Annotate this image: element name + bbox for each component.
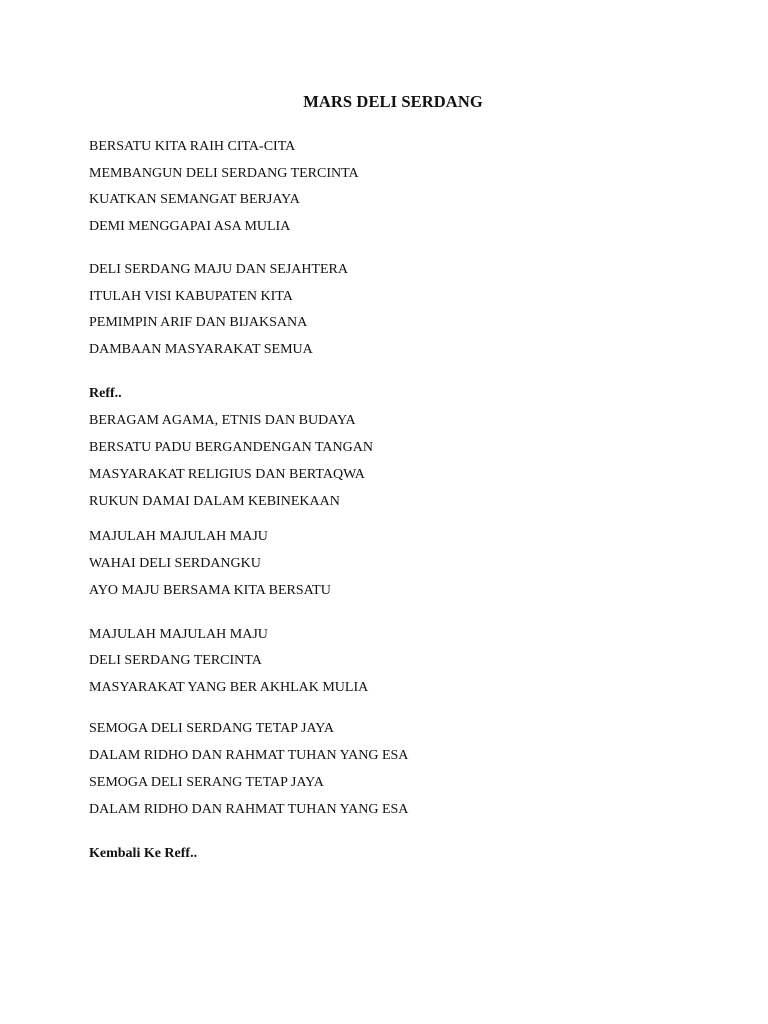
lyric-line: DEMI MENGGAPAI ASA MULIA <box>89 219 291 234</box>
lyric-line: RUKUN DAMAI DALAM KEBINEKAAN <box>89 494 340 509</box>
lyric-line: AYO MAJU BERSAMA KITA BERSATU <box>89 583 331 598</box>
lyric-line: KUATKAN SEMANGAT BERJAYA <box>89 192 300 207</box>
lyric-line: MASYARAKAT RELIGIUS DAN BERTAQWA <box>89 467 365 482</box>
lyric-line: BERAGAM AGAMA, ETNIS DAN BUDAYA <box>89 413 356 428</box>
lyric-line: BERSATU PADU BERGANDENGAN TANGAN <box>89 440 373 455</box>
lyric-line: SEMOGA DELI SERANG TETAP JAYA <box>89 775 324 790</box>
reff-label: Reff.. <box>89 386 122 401</box>
lyric-line: DAMBAAN MASYARAKAT SEMUA <box>89 342 313 357</box>
lyric-line: ITULAH VISI KABUPATEN KITA <box>89 289 293 304</box>
lyric-line: MAJULAH MAJULAH MAJU <box>89 529 268 544</box>
song-title: MARS DELI SERDANG <box>303 92 483 111</box>
lyric-line: DALAM RIDHO DAN RAHMAT TUHAN YANG ESA <box>89 802 409 817</box>
lyric-line: BERSATU KITA RAIH CITA-CITA <box>89 139 296 154</box>
lyric-line: WAHAI DELI SERDANGKU <box>89 556 261 571</box>
lyric-line: SEMOGA DELI SERDANG TETAP JAYA <box>89 721 334 736</box>
lyric-line: MEMBANGUN DELI SERDANG TERCINTA <box>89 166 359 181</box>
lyric-line: MASYARAKAT YANG BER AKHLAK MULIA <box>89 680 369 695</box>
lyric-line: PEMIMPIN ARIF DAN BIJAKSANA <box>89 315 308 330</box>
lyric-line: DALAM RIDHO DAN RAHMAT TUHAN YANG ESA <box>89 748 409 763</box>
lyric-line: MAJULAH MAJULAH MAJU <box>89 627 268 642</box>
return-to-reff-label: Kembali Ke Reff.. <box>89 846 198 861</box>
lyric-line: DELI SERDANG TERCINTA <box>89 653 262 668</box>
lyric-line: DELI SERDANG MAJU DAN SEJAHTERA <box>89 262 348 277</box>
